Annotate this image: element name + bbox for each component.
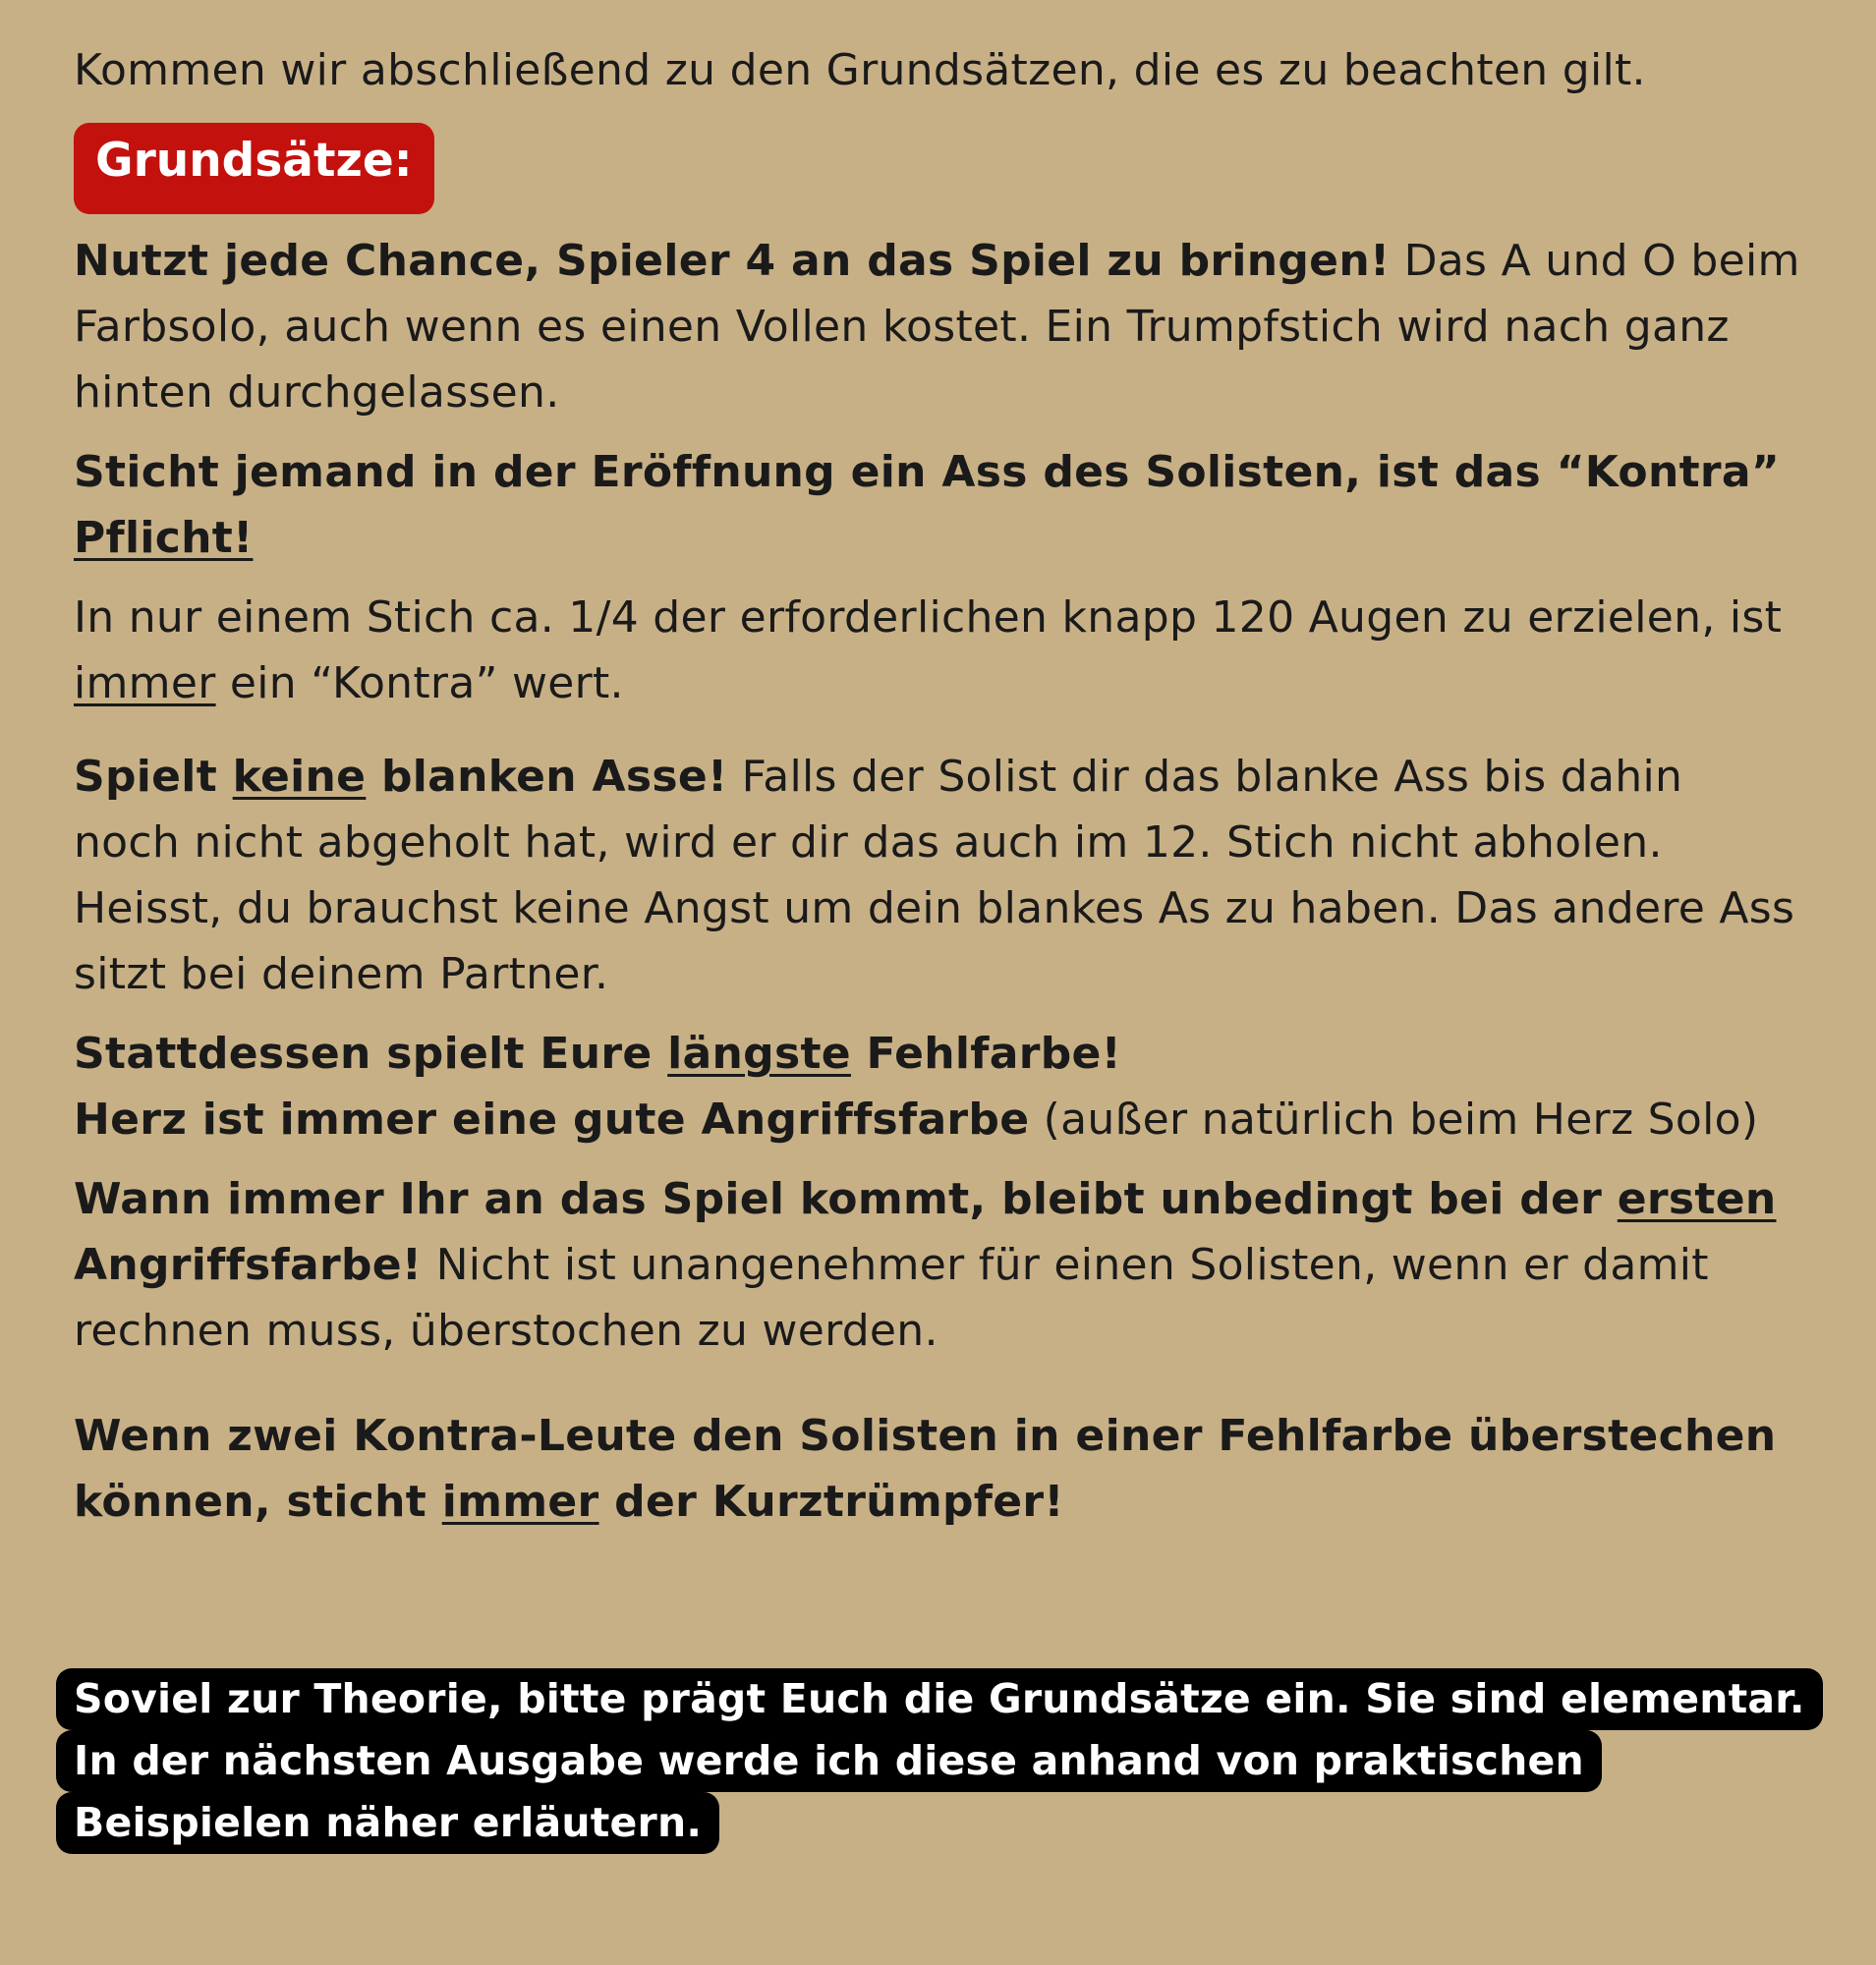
intro-paragraph: Kommen wir abschließend zu den Grundsätzen, die es zu beachten gilt. <box>74 45 1646 95</box>
principle-4-bold-b: blanken Asse! <box>366 752 728 802</box>
closing-note <box>56 1668 1823 1854</box>
principle-4-underlined: keine <box>232 752 367 802</box>
principle-3-underlined: immer <box>74 658 216 708</box>
principle-2-underlined: Pflicht! <box>74 513 254 563</box>
principle-5-bold-a: Stattdessen spielt Eure <box>74 1029 668 1079</box>
principle-6 <box>74 1087 1802 1152</box>
principle-1-bold: Nutzt jede Chance, Spieler 4 an das Spiel zu bringen! <box>74 236 1391 286</box>
principle-8-bold-b: der Kurztrümpfer! <box>598 1477 1064 1527</box>
principle-7-bold-b: Angriffsfarbe! <box>74 1240 423 1290</box>
principle-1 <box>74 228 1802 425</box>
principle-3-text-a: In nur einem Stich ca. 1/4 der erforderlichen knapp 120 Augen zu erzielen, ist <box>74 592 1783 643</box>
principle-4-text: Falls der Solist dir das blanke Ass bis dahin noch nicht abgeholt hat, wird er dir das auch im 12. Stich nicht abholen. Heisst, du brauchst keine Angst um dein blankes As zu haben. Das andere Ass sitzt bei deinem Partner. <box>74 752 1795 999</box>
principle-2-bold: Sticht jemand in der Eröffnung ein Ass des Solisten, ist das “Kontra” <box>74 447 1781 497</box>
closing-line-1: Soviel zur Theorie, bitte prägt Euch die Grundsätze ein. Sie sind elementar. <box>56 1668 1823 1730</box>
closing-line-3: Beispielen näher erläutern. <box>56 1792 719 1854</box>
principle-7-text: Nicht ist unangenehmer für einen Solisten, wenn er damit rechnen muss, überstochen zu werden. <box>74 1240 1709 1356</box>
principle-7 <box>74 1166 1802 1364</box>
principle-1-text: Das A und O beim Farbsolo, auch wenn es einen Vollen kostet. Ein Trumpfstich wird nach ganz hinten durchgelassen. <box>74 236 1800 418</box>
principle-8-underlined: immer <box>441 1477 599 1527</box>
principle-5 <box>74 1021 1802 1087</box>
principle-4-bold-a: Spielt <box>74 752 233 802</box>
grundsaetze-badge: Grundsätze: <box>74 123 434 214</box>
principle-3 <box>74 585 1802 716</box>
principle-3-text-b: ein “Kontra” wert. <box>215 658 624 708</box>
principle-5-bold-b: Fehlfarbe! <box>850 1029 1122 1079</box>
closing-line-2: In der nächsten Ausgabe werde ich diese anhand von praktischen <box>56 1730 1602 1792</box>
principle-6-bold: Herz ist immer eine gute Angriffsfarbe <box>74 1095 1030 1145</box>
principle-4 <box>74 744 1802 1007</box>
principle-5-underlined: längste <box>667 1029 851 1079</box>
principle-7-underlined: ersten <box>1617 1174 1777 1224</box>
principle-8 <box>74 1403 1802 1535</box>
principle-8-bold-a: Wenn zwei Kontra-Leute den Solisten in einer Fehlfarbe überstechen können, sticht <box>74 1411 1777 1527</box>
principle-2 <box>74 439 1802 571</box>
principle-7-bold-a: Wann immer Ihr an das Spiel kommt, bleibt unbedingt bei der <box>74 1174 1618 1224</box>
principle-6-text: (außer natürlich beim Herz Solo) <box>1029 1095 1759 1145</box>
